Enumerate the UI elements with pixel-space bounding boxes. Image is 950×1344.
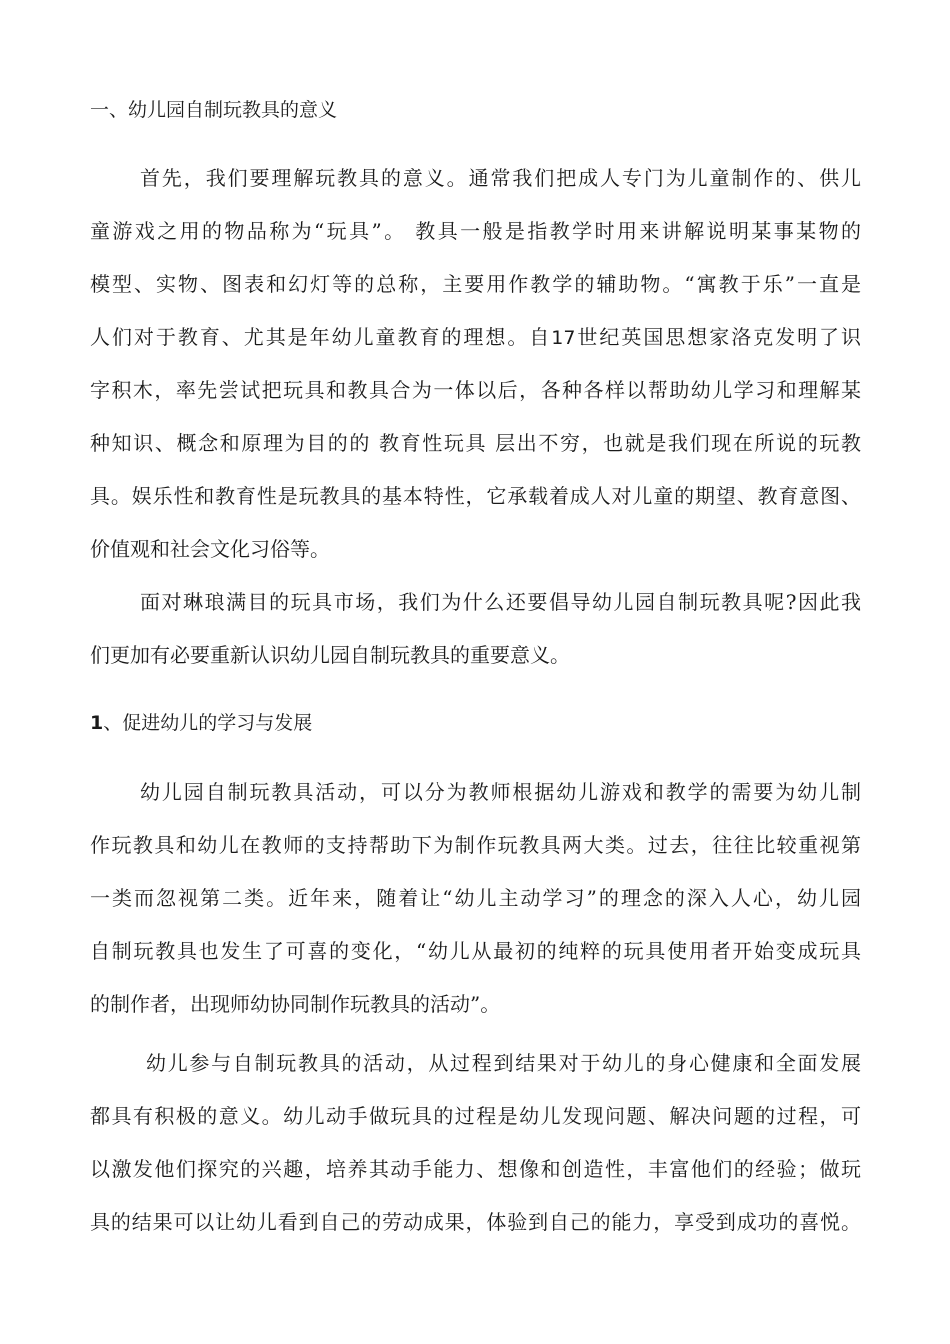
paragraph-line: 模型、实物、图表和幻灯等的总称，主要用作教学的辅助物。“寓教于乐”一直是 — [90, 272, 861, 296]
paragraph-line: 们更加有必要重新认识幼儿园自制玩教具的重要意义。 — [90, 643, 570, 667]
paragraph-activities — [90, 777, 861, 1042]
subsection-label: 、促进幼儿的学习与发展 — [103, 712, 313, 734]
subsection-number: 1 — [90, 712, 104, 734]
paragraph-line: 字积木，率先尝试把玩具和教具合为一体以后，各种各样以帮助幼儿学习和理解某 — [90, 378, 861, 402]
paragraph-line: 面对琳琅满目的玩具市场，我们为什么还要倡导幼儿园自制玩教具呢?因此我 — [140, 590, 861, 614]
paragraph-line: 作玩教具和幼儿在教师的支持帮助下为制作玩教具两大类。过去，往往比较重视第 — [90, 833, 861, 857]
paragraph-line: 具。娱乐性和教育性是玩教具的基本特性，它承载着成人对儿童的期望、教育意图、 — [90, 484, 861, 508]
paragraph-line: 幼儿园自制玩教具活动，可以分为教师根据幼儿游戏和教学的需要为幼儿制 — [140, 780, 861, 804]
paragraph-line: 自制玩教具也发生了可喜的变化，“幼儿从最初的纯粹的玩具使用者开始变成玩具 — [90, 939, 861, 963]
paragraph-line: 一类而忽视第二类。近年来，随着让“幼儿主动学习”的理念的深入人心，幼儿园 — [90, 886, 861, 910]
paragraph-line: 首先，我们要理解玩教具的意义。通常我们把成人专门为儿童制作的、供儿 — [140, 166, 861, 190]
paragraph-line: 种知识、概念和原理为目的的 教育性玩具 层出不穷，也就是我们现在所说的玩教 — [90, 431, 861, 455]
line-segment: 世纪英国思想家洛克发明了识 — [575, 325, 862, 349]
line-segment: 人们对于教育、尤其是年幼儿童教育的理想。自 — [90, 325, 552, 349]
century-number: 17 — [551, 327, 576, 349]
subsection-title — [90, 711, 312, 735]
paragraph-market — [90, 587, 861, 693]
paragraph-line: 具的结果可以让幼儿看到自己的劳动成果，体验到自己的能力，享受到成功的喜悦。 — [90, 1210, 861, 1234]
paragraph-line: 童游戏之用的物品称为“玩具”。 教具一般是指教学时用来讲解说明某事某物的 — [90, 219, 861, 243]
paragraph-line: 的制作者，出现师幼协同制作玩教具的活动”。 — [90, 992, 501, 1016]
paragraph-line: 都具有积极的意义。幼儿动手做玩具的过程是幼儿发现问题、解决问题的过程，可 — [90, 1104, 861, 1128]
paragraph-participation — [90, 1048, 861, 1260]
paragraph-line: 幼儿参与自制玩教具的活动，从过程到结果对于幼儿的身心健康和全面发展 — [146, 1051, 861, 1075]
paragraph-line — [90, 322, 861, 375]
section-title: 一、幼儿园自制玩教具的意义 — [90, 99, 338, 121]
paragraph-line: 以激发他们探究的兴趣，培养其动手能力、想像和创造性，丰富他们的经验；做玩 — [90, 1157, 861, 1181]
paragraph-line: 价值观和社会文化习俗等。 — [90, 537, 330, 561]
paragraph-meaning — [90, 163, 861, 587]
